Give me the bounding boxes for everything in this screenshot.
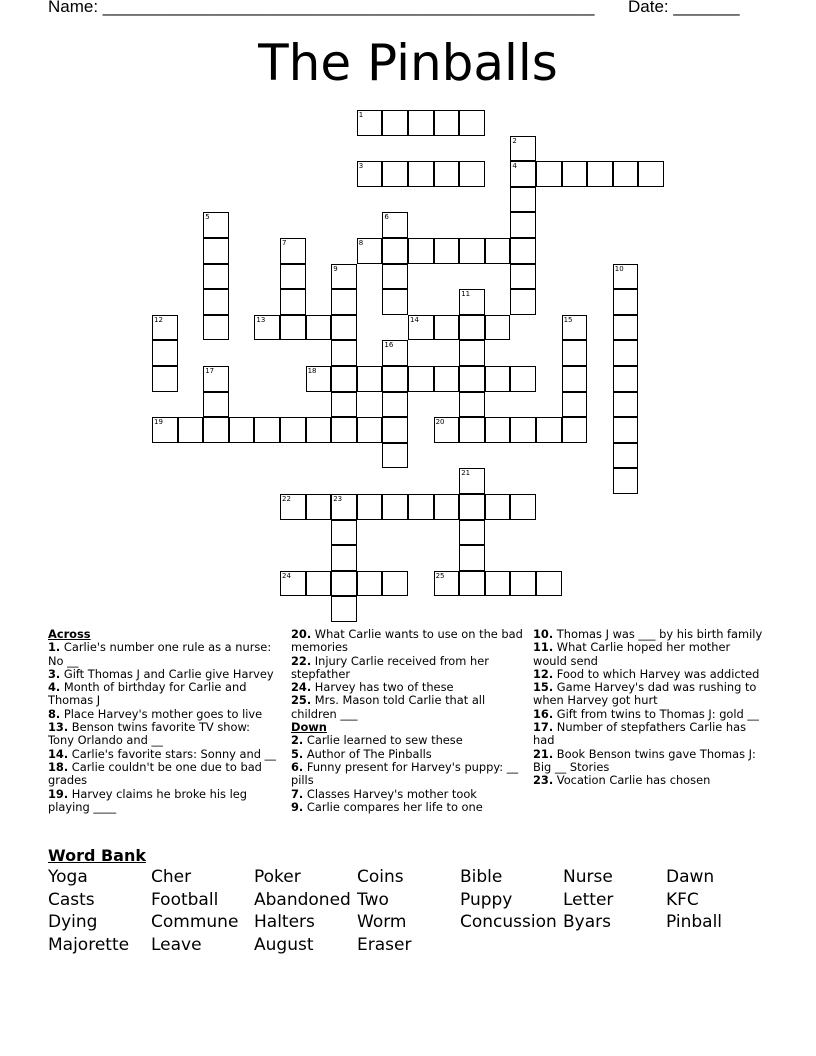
grid-cell[interactable] — [306, 494, 332, 520]
clue-num: 25. — [291, 693, 312, 708]
grid-cell[interactable] — [331, 545, 357, 571]
grid-cell[interactable] — [434, 571, 460, 597]
clue-item — [533, 774, 765, 787]
clue-text: Author of The Pinballs — [303, 746, 432, 761]
grid-cell[interactable] — [331, 417, 357, 443]
clue-number: 6 — [384, 213, 389, 222]
grid-cell[interactable] — [382, 110, 408, 136]
grid-cell[interactable] — [408, 161, 434, 187]
grid-cell[interactable] — [613, 161, 639, 187]
clue-text: Month of birthday for Carlie and Thomas J — [48, 680, 247, 708]
grid-cell[interactable] — [613, 366, 639, 392]
clue-num: 24. — [291, 680, 312, 695]
clue-number: 5 — [205, 213, 210, 222]
word-bank-word: Majorette — [48, 934, 130, 955]
clue-num: 15. — [533, 680, 554, 695]
grid-cell[interactable] — [459, 315, 485, 341]
clue-num: 4. — [48, 680, 61, 695]
clue-item — [533, 748, 765, 775]
clue-text: Injury Carlie received from her stepfather — [291, 653, 489, 681]
grid-cell[interactable] — [459, 289, 485, 315]
grid-cell[interactable] — [510, 289, 536, 315]
word-bank-word: Leave — [151, 934, 202, 955]
clue-num: 1. — [48, 640, 61, 655]
word-bank-word: Yoga — [48, 867, 88, 887]
clue-number: 8 — [358, 239, 364, 247]
grid-cell[interactable] — [331, 392, 357, 418]
grid-cell[interactable] — [203, 417, 229, 443]
grid-cell[interactable] — [280, 238, 306, 264]
grid-cell[interactable] — [408, 366, 434, 392]
clue-num: 20. — [291, 627, 312, 641]
clue-num: 11. — [533, 640, 554, 655]
clue-item — [533, 641, 765, 668]
grid-cell[interactable] — [382, 366, 408, 392]
word-bank-word: Byars — [563, 912, 611, 932]
grid-cell[interactable] — [357, 161, 383, 187]
grid-cell[interactable] — [434, 417, 460, 443]
word-bank-word: Dawn — [666, 867, 715, 887]
grid-cell[interactable] — [485, 417, 511, 443]
grid-cell[interactable] — [536, 571, 562, 597]
clue-number: 17 — [205, 367, 215, 375]
grid-cell[interactable] — [331, 264, 357, 290]
clue-item — [533, 681, 765, 708]
clue-item — [48, 761, 278, 788]
clue-num: 7. — [291, 786, 304, 801]
grid-cell[interactable] — [510, 238, 536, 264]
word-bank-title: Word Bank — [48, 846, 147, 865]
word-bank-word: Two — [357, 889, 389, 910]
clue-num: 6. — [291, 759, 304, 774]
grid-cell[interactable] — [152, 315, 178, 341]
grid-cell[interactable] — [280, 264, 306, 290]
grid-cell[interactable] — [510, 571, 536, 597]
clue-item — [533, 721, 765, 748]
clue-num: 22. — [291, 653, 312, 668]
grid-cell[interactable] — [459, 392, 485, 418]
grid-cell[interactable] — [357, 571, 383, 597]
grid-cell[interactable] — [306, 315, 332, 341]
grid-cell[interactable] — [357, 238, 383, 264]
page-title: The Pinballs — [258, 34, 558, 92]
clue-text: Thomas J was ___ by his birth family — [553, 627, 763, 641]
clue-item — [291, 628, 523, 655]
grid-cell[interactable] — [357, 366, 383, 392]
grid-cell[interactable] — [613, 315, 639, 341]
clue-text: Gift Thomas J and Carlie give Harvey — [60, 666, 274, 681]
grid-cell[interactable] — [536, 161, 562, 187]
grid-cell[interactable] — [510, 417, 536, 443]
word-bank-word: Abandoned — [254, 889, 351, 910]
grid-cell[interactable] — [280, 289, 306, 315]
grid-cell[interactable] — [408, 238, 434, 264]
grid-cell[interactable] — [485, 494, 511, 520]
grid-cell[interactable] — [434, 161, 460, 187]
grid-cell[interactable] — [459, 238, 485, 264]
clue-number: 7 — [282, 239, 287, 247]
grid-cell[interactable] — [382, 392, 408, 418]
clue-number: 16 — [384, 341, 394, 350]
grid-cell[interactable] — [562, 392, 588, 418]
grid-cell[interactable] — [613, 289, 639, 315]
clue-text: Gift from twins to Thomas J: gold __ — [553, 706, 759, 721]
grid-cell[interactable] — [459, 494, 485, 520]
grid-cell[interactable] — [382, 494, 408, 520]
grid-cell[interactable] — [331, 340, 357, 366]
grid-cell[interactable] — [485, 238, 511, 264]
grid-cell[interactable] — [382, 264, 408, 290]
grid-cell[interactable] — [331, 494, 357, 520]
grid-cell[interactable] — [613, 443, 639, 469]
grid-cell[interactable] — [306, 366, 332, 392]
across-heading: Across — [48, 627, 91, 641]
clue-number: 12 — [154, 315, 163, 324]
clue-number: 18 — [307, 367, 317, 375]
date-field-label: Date: _______ — [628, 0, 740, 16]
clue-number: 11 — [461, 290, 471, 299]
down-heading: Down — [291, 720, 327, 735]
clue-item — [291, 694, 523, 721]
word-bank-word: Eraser — [357, 934, 412, 955]
clue-num: 5. — [291, 746, 304, 761]
grid-cell[interactable] — [459, 161, 485, 187]
grid-cell[interactable] — [331, 315, 357, 341]
word-bank-word: Nurse — [563, 867, 613, 887]
clue-text: Carlie's number one rule as a nurse: No __ — [48, 640, 272, 668]
grid-cell[interactable] — [152, 366, 178, 392]
word-bank-word: Football — [151, 889, 219, 910]
grid-cell[interactable] — [510, 366, 536, 392]
word-bank-word: August — [254, 934, 314, 955]
grid-cell[interactable] — [536, 417, 562, 443]
clue-number: 9 — [333, 264, 338, 273]
clue-number: 15 — [563, 315, 573, 324]
grid-cell[interactable] — [331, 571, 357, 597]
word-bank-word: Casts — [48, 889, 95, 910]
grid-cell[interactable] — [485, 571, 511, 597]
clue-item — [48, 641, 278, 668]
clue-text: Food to which Harvey was addicted — [553, 666, 760, 681]
clue-text: Harvey claims he broke his leg playing ____ — [48, 786, 248, 814]
clues-column-2 — [291, 628, 523, 814]
grid-cell[interactable] — [382, 571, 408, 597]
grid-cell[interactable] — [459, 340, 485, 366]
clue-text: What Carlie hoped her mother would send — [533, 640, 731, 668]
word-bank-word: Bible — [460, 867, 503, 887]
clue-num: 12. — [533, 666, 554, 681]
word-bank-word: Concussion — [460, 912, 557, 932]
clue-text: Book Benson twins gave Thomas J: Big __ Stories — [533, 746, 756, 774]
clue-num: 14. — [48, 746, 69, 761]
word-bank-word: Pinball — [666, 912, 723, 932]
clue-text: Place Harvey's mother goes to live — [60, 706, 263, 721]
word-bank-word: Cher — [151, 867, 192, 887]
grid-cell[interactable] — [331, 289, 357, 315]
grid-cell[interactable] — [306, 417, 332, 443]
grid-cell[interactable] — [408, 315, 434, 341]
grid-cell[interactable] — [357, 417, 383, 443]
grid-cell[interactable] — [485, 315, 511, 341]
grid-cell[interactable] — [152, 340, 178, 366]
clue-item — [291, 801, 523, 814]
clue-text: Carlie's favorite stars: Sonny and __ — [68, 746, 276, 761]
clue-number: 20 — [435, 418, 445, 427]
grid-cell[interactable] — [254, 417, 280, 443]
clue-number: 10 — [614, 264, 624, 273]
clue-num: 10. — [533, 627, 554, 641]
grid-cell[interactable] — [178, 417, 204, 443]
clue-text: Funny present for Harvey's puppy: __ pills — [291, 759, 519, 788]
clue-item — [291, 681, 523, 694]
clue-item — [48, 681, 278, 708]
clue-number: 13 — [256, 315, 266, 324]
clue-num: 8. — [48, 706, 61, 721]
clue-number: 4 — [512, 162, 517, 171]
grid-cell[interactable] — [459, 110, 485, 136]
grid-cell[interactable] — [562, 417, 588, 443]
clue-text: Number of stepfathers Carlie has had — [533, 720, 747, 748]
grid-cell[interactable] — [562, 366, 588, 392]
word-bank-word: Letter — [563, 889, 614, 910]
grid-cell[interactable] — [306, 571, 332, 597]
grid-cell[interactable] — [331, 366, 357, 392]
word-bank-word: Dying — [48, 912, 98, 932]
grid-cell[interactable] — [434, 494, 460, 520]
clue-text: Carlie compares her life to one — [303, 799, 483, 814]
clue-number: 14 — [410, 315, 419, 324]
word-bank-word: Worm — [357, 912, 407, 932]
clue-text: Vocation Carlie has chosen — [553, 773, 711, 788]
clue-text: Mrs. Mason told Carlie that all children ___ — [291, 693, 486, 721]
grid-cell[interactable] — [510, 136, 536, 162]
clue-text: Benson twins favorite TV show: Tony Orlando and __ — [48, 720, 250, 748]
grid-cell[interactable] — [203, 238, 229, 264]
clue-num: 17. — [533, 720, 554, 735]
grid-cell[interactable] — [613, 264, 639, 290]
clue-num: 3. — [48, 666, 61, 681]
grid-cell[interactable] — [331, 596, 357, 622]
word-bank-word: Coins — [357, 867, 404, 887]
clue-item — [48, 788, 278, 815]
grid-cell[interactable] — [562, 315, 588, 341]
clue-text: Game Harvey's dad was rushing to when Harvey got hurt — [533, 680, 757, 708]
clue-item — [291, 748, 523, 761]
grid-cell[interactable] — [613, 417, 639, 443]
grid-cell[interactable] — [434, 315, 460, 341]
grid-cell[interactable] — [152, 417, 178, 443]
clue-number: 23 — [333, 495, 343, 503]
grid-cell[interactable] — [510, 494, 536, 520]
clue-num: 23. — [533, 773, 554, 788]
clue-text: Carlie learned to sew these — [303, 733, 463, 748]
clue-item — [533, 668, 765, 681]
grid-cell[interactable] — [408, 494, 434, 520]
clue-num: 2. — [291, 733, 304, 748]
grid-cell[interactable] — [203, 366, 229, 392]
grid-cell[interactable] — [203, 392, 229, 418]
clue-item — [48, 721, 278, 748]
grid-cell[interactable] — [587, 161, 613, 187]
grid-cell[interactable] — [613, 392, 639, 418]
grid-cell[interactable] — [203, 315, 229, 341]
clue-num: 9. — [291, 799, 304, 814]
clue-num: 13. — [48, 720, 69, 735]
grid-cell[interactable] — [434, 366, 460, 392]
grid-cell[interactable] — [203, 212, 229, 238]
grid-cell[interactable] — [613, 340, 639, 366]
grid-cell[interactable] — [459, 545, 485, 571]
grid-cell[interactable] — [459, 417, 485, 443]
grid-cell[interactable] — [280, 494, 306, 520]
clue-item — [48, 708, 278, 721]
grid-cell[interactable] — [203, 289, 229, 315]
clue-item — [291, 655, 523, 682]
word-bank-word: Commune — [151, 912, 239, 932]
clue-item — [48, 748, 278, 761]
clue-num: 16. — [533, 706, 554, 721]
grid-cell[interactable] — [510, 264, 536, 290]
grid-cell[interactable] — [510, 212, 536, 238]
clue-number: 2 — [512, 136, 517, 145]
grid-cell[interactable] — [562, 161, 588, 187]
grid-cell[interactable] — [357, 110, 383, 136]
grid-cell[interactable] — [459, 468, 485, 494]
grid-cell[interactable] — [357, 494, 383, 520]
grid-cell[interactable] — [382, 340, 408, 366]
grid-cell[interactable] — [613, 468, 639, 494]
grid-cell[interactable] — [331, 520, 357, 546]
grid-cell[interactable] — [562, 340, 588, 366]
grid-cell[interactable] — [459, 520, 485, 546]
word-bank-word: Puppy — [460, 889, 513, 910]
clue-number: 1 — [358, 111, 364, 119]
grid-cell[interactable] — [280, 571, 306, 597]
grid-cell[interactable] — [510, 187, 536, 213]
clue-number: 21 — [461, 469, 471, 478]
grid-cell[interactable] — [382, 417, 408, 443]
grid-cell[interactable] — [254, 315, 280, 341]
clue-text: What Carlie wants to use on the bad memories — [291, 627, 523, 655]
grid-cell[interactable] — [408, 110, 434, 136]
clues-column-3 — [533, 628, 765, 788]
grid-cell[interactable] — [382, 212, 408, 238]
grid-cell[interactable] — [459, 571, 485, 597]
clue-item — [48, 668, 278, 681]
clue-num: 19. — [48, 786, 69, 801]
clue-item — [533, 628, 765, 641]
name-field-label: Name: ____________________________________________________ — [48, 0, 595, 16]
clues-column-1 — [48, 628, 278, 814]
word-bank-word: Halters — [254, 912, 315, 932]
grid-cell[interactable] — [280, 417, 306, 443]
clue-text: Carlie couldn't be one due to bad grades — [48, 759, 262, 788]
grid-cell[interactable] — [434, 110, 460, 136]
clue-number: 24 — [282, 571, 291, 580]
clue-text: Harvey has two of these — [311, 680, 454, 695]
grid-cell[interactable] — [382, 289, 408, 315]
grid-cell[interactable] — [382, 161, 408, 187]
clue-text: Classes Harvey's mother took — [303, 786, 477, 801]
grid-cell[interactable] — [459, 366, 485, 392]
word-bank-word: Poker — [254, 867, 301, 887]
grid-cell[interactable] — [229, 417, 255, 443]
grid-cell[interactable] — [638, 161, 664, 187]
grid-cell[interactable] — [485, 366, 511, 392]
grid-cell[interactable] — [434, 238, 460, 264]
word-bank-word: KFC — [666, 889, 699, 910]
clue-number: 19 — [154, 418, 163, 427]
grid-cell[interactable] — [510, 161, 536, 187]
grid-cell[interactable] — [382, 238, 408, 264]
clue-item — [291, 761, 523, 788]
clue-num: 18. — [48, 759, 69, 774]
grid-cell[interactable] — [203, 264, 229, 290]
grid-cell[interactable] — [382, 443, 408, 469]
clue-number: 25 — [435, 571, 445, 580]
clue-number: 3 — [358, 162, 364, 171]
clue-number: 22 — [282, 495, 291, 503]
clue-num: 21. — [533, 746, 554, 761]
grid-cell[interactable] — [280, 315, 306, 341]
clue-item — [291, 788, 523, 801]
clue-item — [533, 708, 765, 721]
clue-item — [291, 734, 523, 747]
